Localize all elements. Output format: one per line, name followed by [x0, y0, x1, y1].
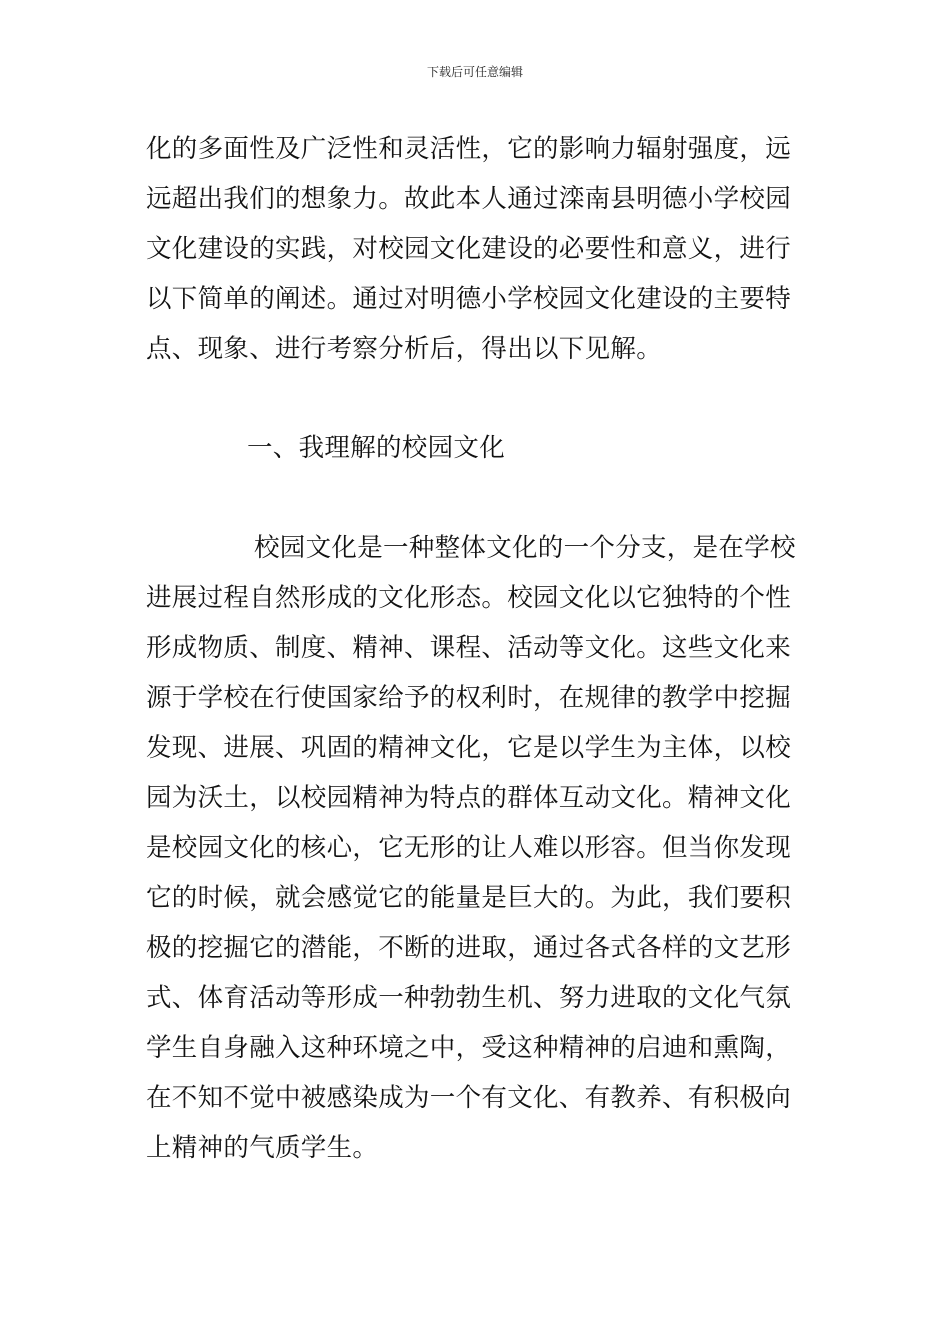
paragraph-line: 园为沃土，以校园精神为特点的群体互动文化。精神文化: [146, 783, 792, 813]
paragraph-line: 式、体育活动等形成一种勃勃生机、努力进取的文化气氛: [146, 983, 792, 1013]
paragraph-line: 源于学校在行使国家给予的权利时，在规律的教学中挖掘: [146, 683, 792, 713]
paragraph-line: 文化建设的实践，对校园文化建设的必要性和意义，进行: [146, 234, 792, 264]
paragraph-line: 极的挖掘它的潜能，不断的进取，通过各式各样的文艺形: [146, 933, 792, 963]
paragraph-line: 以下简单的阐述。通过对明德小学校园文化建设的主要特: [146, 284, 792, 314]
paragraph-line: 化的多面性及广泛性和灵活性，它的影响力辐射强度，远: [146, 134, 792, 164]
paragraph-line: 进展过程自然形成的文化形态。校园文化以它独特的个性: [146, 583, 792, 613]
paragraph-line: 在不知不觉中被感染成为一个有文化、有教养、有积极向: [146, 1083, 792, 1113]
paragraph-line: 上精神的气质学生。: [146, 1133, 379, 1163]
paragraph-line: 发现、进展、巩固的精神文化，它是以学生为主体，以校: [146, 733, 792, 763]
paragraph-line: 学生自身融入这种环境之中，受这种精神的启迪和熏陶，: [146, 1033, 792, 1063]
paragraph-line: 点、现象、进行考察分析后，得出以下见解。: [146, 334, 663, 364]
paragraph-line: 它的时候，就会感觉它的能量是巨大的。为此，我们要积: [146, 883, 792, 913]
page-header: 下载后可任意编辑: [426, 65, 523, 79]
paragraph-line: 形成物质、制度、精神、课程、活动等文化。这些文化来: [146, 633, 792, 663]
section-heading: 一、我理解的校园文化: [247, 433, 506, 463]
paragraph-line: 校园文化是一种整体文化的一个分支，是在学校: [254, 533, 796, 563]
paragraph-line: 远超出我们的想象力。故此本人通过滦南县明德小学校园: [146, 184, 792, 214]
paragraph-line: 是校园文化的核心，它无形的让人难以形容。但当你发现: [146, 833, 792, 863]
